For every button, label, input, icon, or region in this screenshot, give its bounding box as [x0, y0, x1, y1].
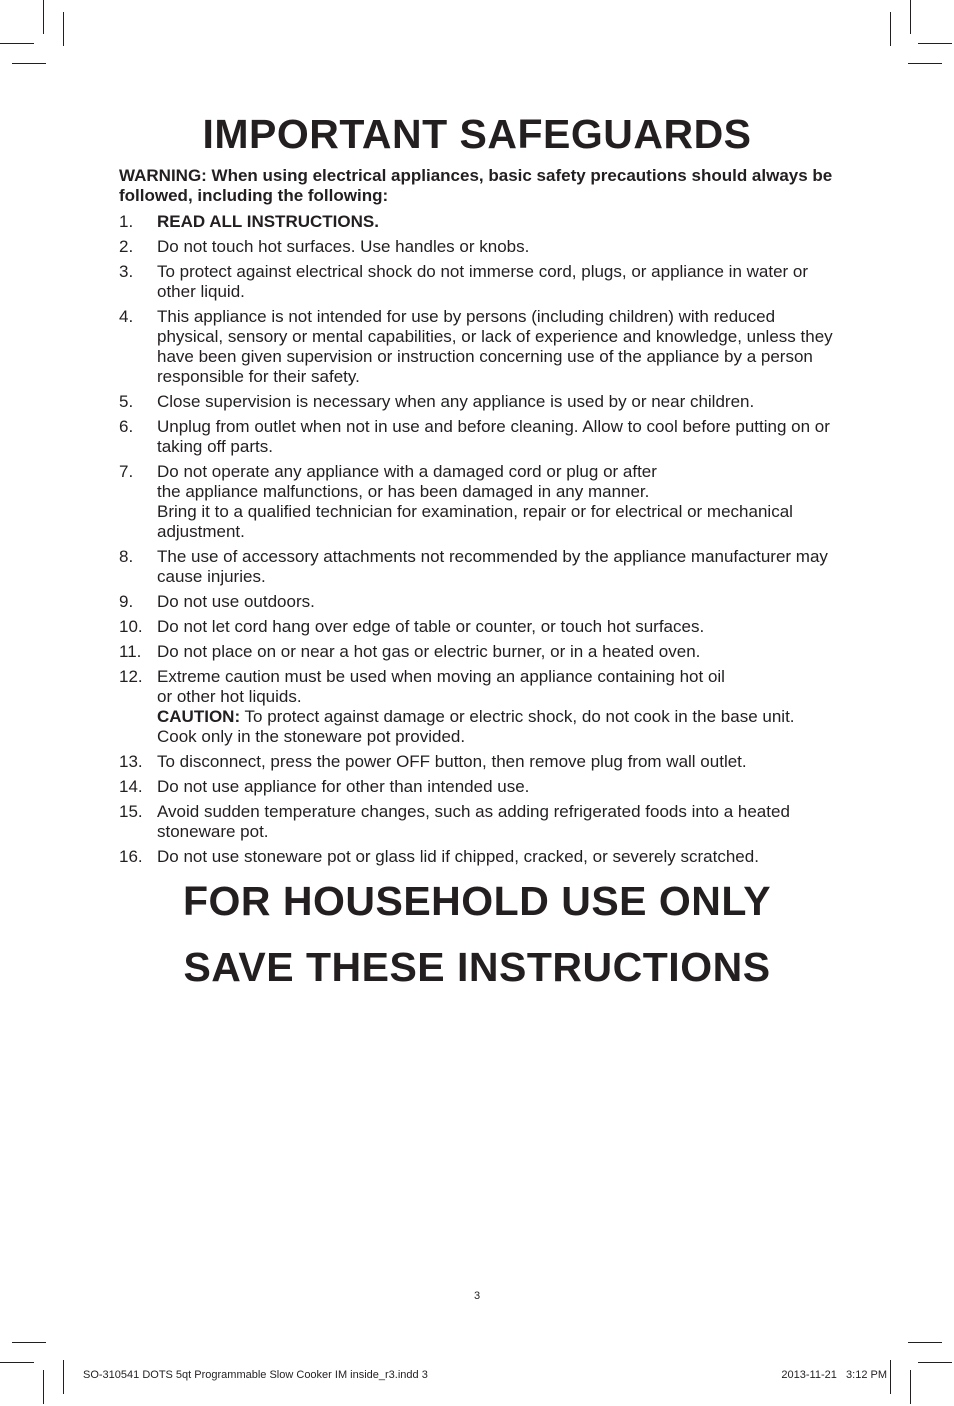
crop-mark [43, 1370, 44, 1404]
item-text: the appliance malfunctions, or has been damaged in any manner. [157, 482, 650, 501]
list-item [119, 262, 835, 302]
footer-date: 2013-11-21 3:12 PM [781, 1369, 887, 1381]
item-text: Bring it to a qualified technician for examination, repair or for electrical or mechanical adjustment. [157, 502, 793, 541]
item-text: Avoid sudden temperature changes, such as adding refrigerated foods into a heated stoneware pot. [157, 802, 790, 841]
safeguards-list [119, 212, 835, 867]
warning-text: WARNING: When using electrical appliances, basic safety precautions should always be followed, including the following: [119, 166, 833, 205]
item-text: This appliance is not intended for use by persons (including children) with reduced physical, sensory or mental capabilities, or lack of experience and knowledge, unless they have been given supervision or instruction concerning use of the appliance by a person responsible for their safety. [157, 307, 833, 386]
list-item [119, 307, 835, 387]
page-title: IMPORTANT SAFEGUARDS [202, 111, 752, 157]
item-text: The use of accessory attachments not recommended by the appliance manufacturer may cause injuries. [157, 547, 828, 586]
item-text: Do not touch hot surfaces. Use handles or knobs. [157, 237, 530, 256]
crop-mark [918, 43, 952, 44]
item-text: Close supervision is necessary when any appliance is used by or near children. [157, 392, 755, 411]
item-number: 4. [119, 307, 134, 326]
list-item [119, 667, 835, 747]
crop-mark [910, 0, 911, 34]
item-text: Do not use outdoors. [157, 592, 315, 611]
list-item [119, 417, 835, 457]
item-number: 16. [119, 847, 143, 866]
list-item [119, 212, 835, 232]
item-number: 13. [119, 752, 143, 771]
list-item [119, 752, 835, 772]
item-text: Do not use stoneware pot or glass lid if chipped, cracked, or severely scratched. [157, 847, 759, 866]
item-number: 1. [119, 212, 134, 231]
list-item [119, 802, 835, 842]
page-number: 3 [473, 1290, 481, 1302]
item-number: 9. [119, 592, 134, 611]
crop-mark [12, 63, 46, 64]
list-item [119, 392, 835, 412]
item-number: 6. [119, 417, 134, 436]
crop-mark [918, 1362, 952, 1363]
item-text: Do not let cord hang over edge of table or counter, or touch hot surfaces. [157, 617, 705, 636]
item-text: READ ALL INSTRUCTIONS. [157, 212, 379, 231]
list-item [119, 237, 835, 257]
crop-mark [63, 1360, 64, 1394]
item-number: 5. [119, 392, 134, 411]
crop-mark [908, 63, 942, 64]
item-number: 8. [119, 547, 134, 566]
footer-file-name: SO-310541 DOTS 5qt Programmable Slow Cooker IM inside_r3.indd 3 [83, 1369, 428, 1381]
item-number: 2. [119, 237, 134, 256]
item-number: 14. [119, 777, 143, 796]
crop-mark [63, 12, 64, 46]
list-item [119, 847, 835, 867]
item-text: Do not use appliance for other than intended use. [157, 777, 530, 796]
safeguards-section [119, 110, 835, 872]
item-number: 15. [119, 802, 143, 821]
list-item [119, 777, 835, 797]
list-item [119, 642, 835, 662]
item-text: Do not place on or near a hot gas or electric burner, or in a heated oven. [157, 642, 701, 661]
list-item [119, 462, 835, 542]
item-text: Do not operate any appliance with a damaged cord or plug or after [157, 462, 657, 481]
crop-mark [890, 12, 891, 46]
crop-mark [908, 1342, 942, 1343]
list-item [119, 592, 835, 612]
crop-mark [0, 1362, 34, 1363]
household-heading: FOR HOUSEHOLD USE ONLY [182, 878, 772, 924]
list-item [119, 617, 835, 637]
item-text: To disconnect, press the power OFF button, then remove plug from wall outlet. [157, 752, 747, 771]
item-number: 3. [119, 262, 134, 281]
caution-label: CAUTION: [157, 707, 241, 726]
item-number: 11. [119, 642, 142, 661]
caution-text: To protect against damage or electric shock, do not cook in the base unit. Cook only in the stoneware pot provided. [157, 707, 795, 746]
crop-mark [12, 1342, 46, 1343]
item-text: Unplug from outlet when not in use and before cleaning. Allow to cool before putting on or taking off parts. [157, 417, 830, 456]
crop-mark [910, 1370, 911, 1404]
item-text: Extreme caution must be used when moving an appliance containing hot oil [157, 667, 725, 686]
crop-mark [0, 43, 34, 44]
item-number: 12. [119, 667, 143, 686]
crop-mark [890, 1360, 891, 1394]
item-text: or other hot liquids. [157, 687, 302, 706]
item-number: 7. [119, 462, 134, 481]
caution-note [157, 707, 835, 747]
list-item [119, 547, 835, 587]
item-number: 10. [119, 617, 143, 636]
save-heading: SAVE THESE INSTRUCTIONS [183, 944, 771, 990]
item-text: To protect against electrical shock do not immerse cord, plugs, or appliance in water or other liquid. [157, 262, 809, 301]
crop-mark [43, 0, 44, 34]
